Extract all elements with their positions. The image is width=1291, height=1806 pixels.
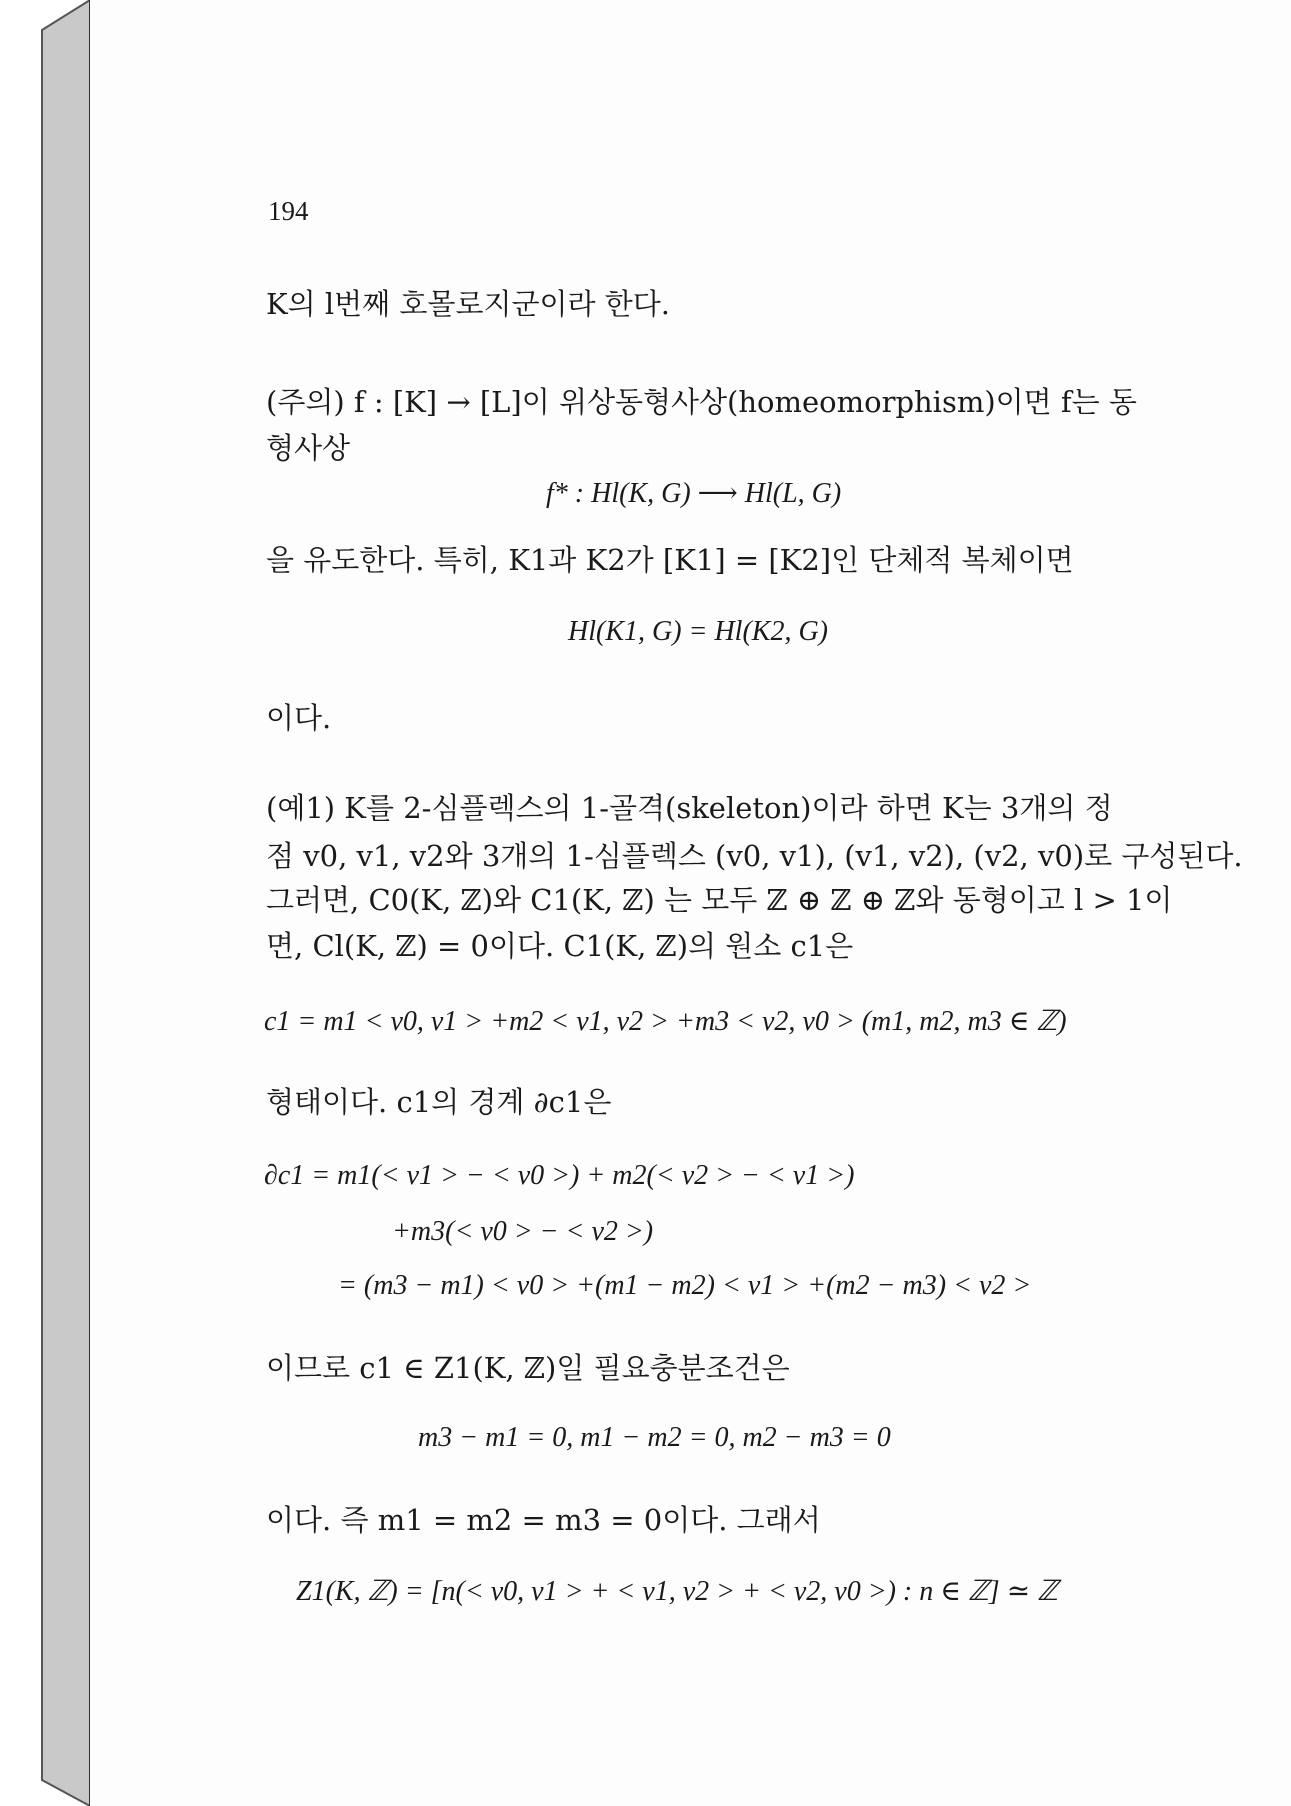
text-line: 점 v0, v1, v2와 3개의 1-심플렉스 (v0, v1), (v1, v2), (v2, v0)로 구성된다. [266,839,1243,873]
equation: = (m3 − m1) < v0 > +(m1 − m2) < v1 > +(m2 − m3) < v2 > [338,1270,1032,1301]
text-line: K의 l번째 호몰로지군이라 한다. [266,287,670,321]
text-line: 이므로 c1 ∈ Z1(K, ℤ)일 필요충분조건은 [266,1351,790,1385]
equation: m3 − m1 = 0, m1 − m2 = 0, m2 − m3 = 0 [418,1422,891,1453]
equation: c1 = m1 < v0, v1 > +m2 < v1, v2 > +m3 < v2, v0 > (m1, m2, m3 ∈ ℤ) [264,1006,1067,1037]
page-number: 194 [268,196,309,226]
text-line: 을 유도한다. 특히, K1과 K2가 [K1] = [K2]인 단체적 복체이면 [266,543,1074,577]
example-line: (예1) K를 2-심플렉스의 1-골격(skeleton)이라 하면 K는 3개의 정 [266,791,1113,825]
text-line: 형사상 [266,431,351,465]
text-line: 면, Cl(K, ℤ) = 0이다. C1(K, ℤ)의 원소 c1은 [266,929,854,963]
equation: Hl(K1, G) = Hl(K2, G) [568,616,828,647]
equation: f* : Hl(K, G) ⟶ Hl(L, G) [546,478,842,509]
remark-line: (주의) f : [K] → [L]이 위상동형사상(homeomorphism)이면 f는 동 [266,385,1137,419]
equation: ∂c1 = m1(< v1 > − < v0 >) + m2(< v2 > − < v1 >) [264,1160,855,1191]
text-line: 그러면, C0(K, ℤ)와 C1(K, ℤ) 는 모두 ℤ ⊕ ℤ ⊕ ℤ와 동형이고 l > 1이 [266,883,1173,917]
equation: +m3(< v0 > − < v2 >) [392,1216,654,1247]
text-line: 이다. [266,701,332,735]
text-line: 이다. 즉 m1 = m2 = m3 = 0이다. 그래서 [266,1503,821,1537]
equation: Z1(K, ℤ) = [n(< v0, v1 > + < v1, v2 > + < v2, v0 >) : n ∈ ℤ] ≃ ℤ [296,1576,1059,1607]
text-line: 형태이다. c1의 경계 ∂c1은 [266,1085,612,1119]
